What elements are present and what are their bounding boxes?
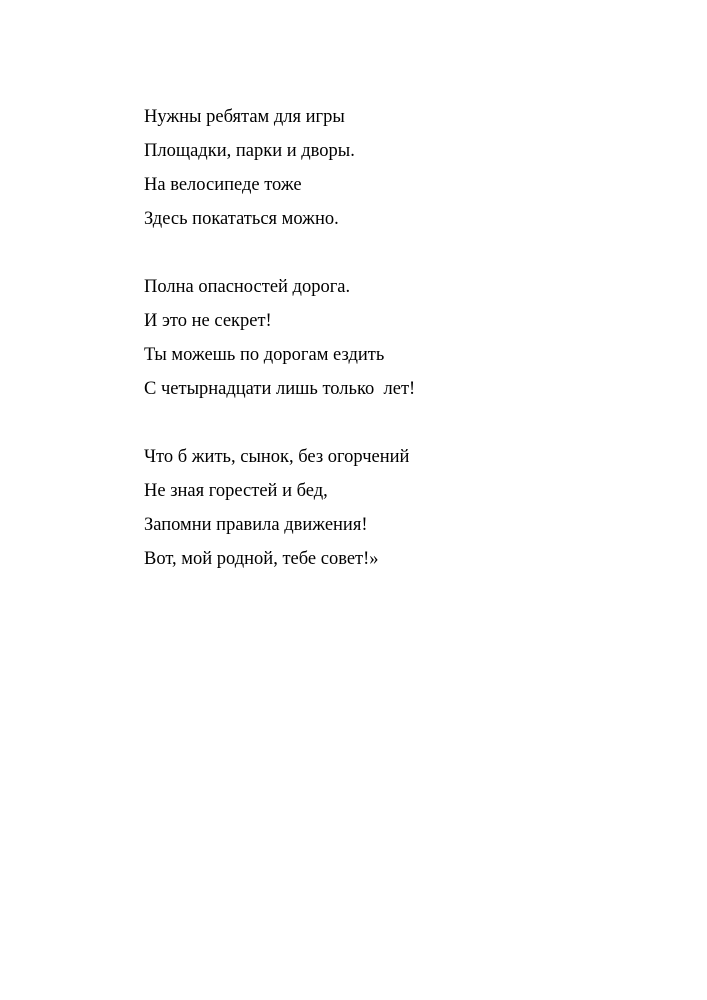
poem-line: Что б жить, сынок, без огорчений: [144, 447, 410, 467]
poem-line: Здесь покататься можно.: [144, 209, 339, 229]
poem-line: И это не секрет!: [144, 311, 272, 331]
poem-line: Нужны ребятам для игры: [144, 107, 345, 127]
poem: [144, 100, 664, 610]
poem-line: С четырнадцати лишь только лет!: [144, 379, 416, 399]
poem-line: На велосипеде тоже: [144, 175, 302, 195]
stanza-3: [144, 440, 664, 576]
poem-line: Вот, мой родной, тебе совет!»: [144, 549, 379, 569]
poem-line: Площадки, парки и дворы.: [144, 141, 355, 161]
poem-line: Запомни правила движения!: [144, 515, 368, 535]
stanza-2: [144, 270, 664, 406]
poem-line: Ты можешь по дорогам ездить: [144, 345, 385, 365]
poem-line: Полна опасностей дорога.: [144, 277, 351, 297]
stanza-1: [144, 100, 664, 236]
poem-line: Не зная горестей и бед,: [144, 481, 328, 501]
